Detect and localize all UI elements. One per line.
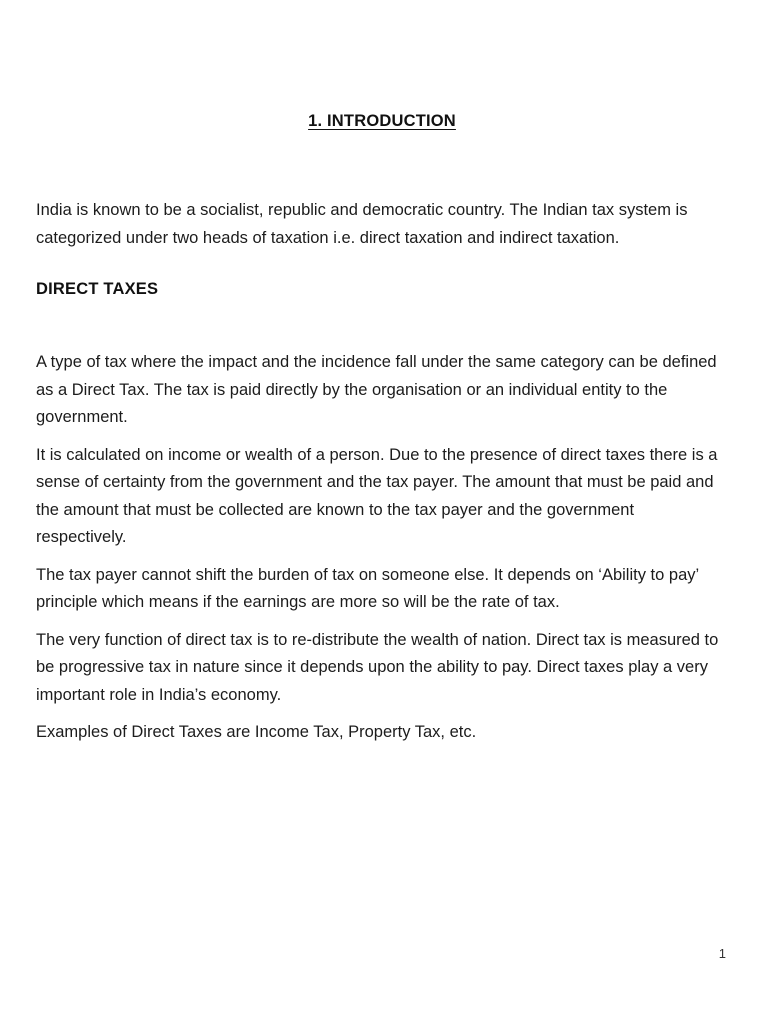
paragraph-direct-tax-definition: A type of tax where the impact and the incidence fall under the same category can be defined as a Direct Tax. The tax is paid directly by the organisation or an individual entity to the government. [36,353,717,426]
document-title: 1. INTRODUCTION [308,112,456,130]
page-number: 1 [718,946,726,961]
paragraph-burden-of-tax: The tax payer cannot shift the burden of tax on someone else. It depends on ‘Ability to pay’ principle which means if the earnings are more so will be the rate of tax. [36,565,699,611]
paragraph-calculated-on-income: It is calculated on income or wealth of a person. Due to the presence of direct taxes there is a sense of certainty from the government and the tax payer. The amount that must be paid and the amount that must be collected are known to the tax payer and the government respectively. [36,445,718,546]
paragraph-function-of-direct-tax: The very function of direct tax is to re-distribute the wealth of nation. Direct tax is measured to be progressive tax in nature since it depends upon the ability to pay. Direct taxes play a very important role in India’s economy. [36,630,719,704]
paragraph-intro: India is known to be a socialist, republic and democratic country. The Indian tax system is categorized under two heads of taxation i.e. direct taxation and indirect taxation. [36,201,688,247]
section-heading-direct-taxes: DIRECT TAXES [36,280,159,298]
paragraph-examples: Examples of Direct Taxes are Income Tax, Property Tax, etc. [36,723,477,741]
